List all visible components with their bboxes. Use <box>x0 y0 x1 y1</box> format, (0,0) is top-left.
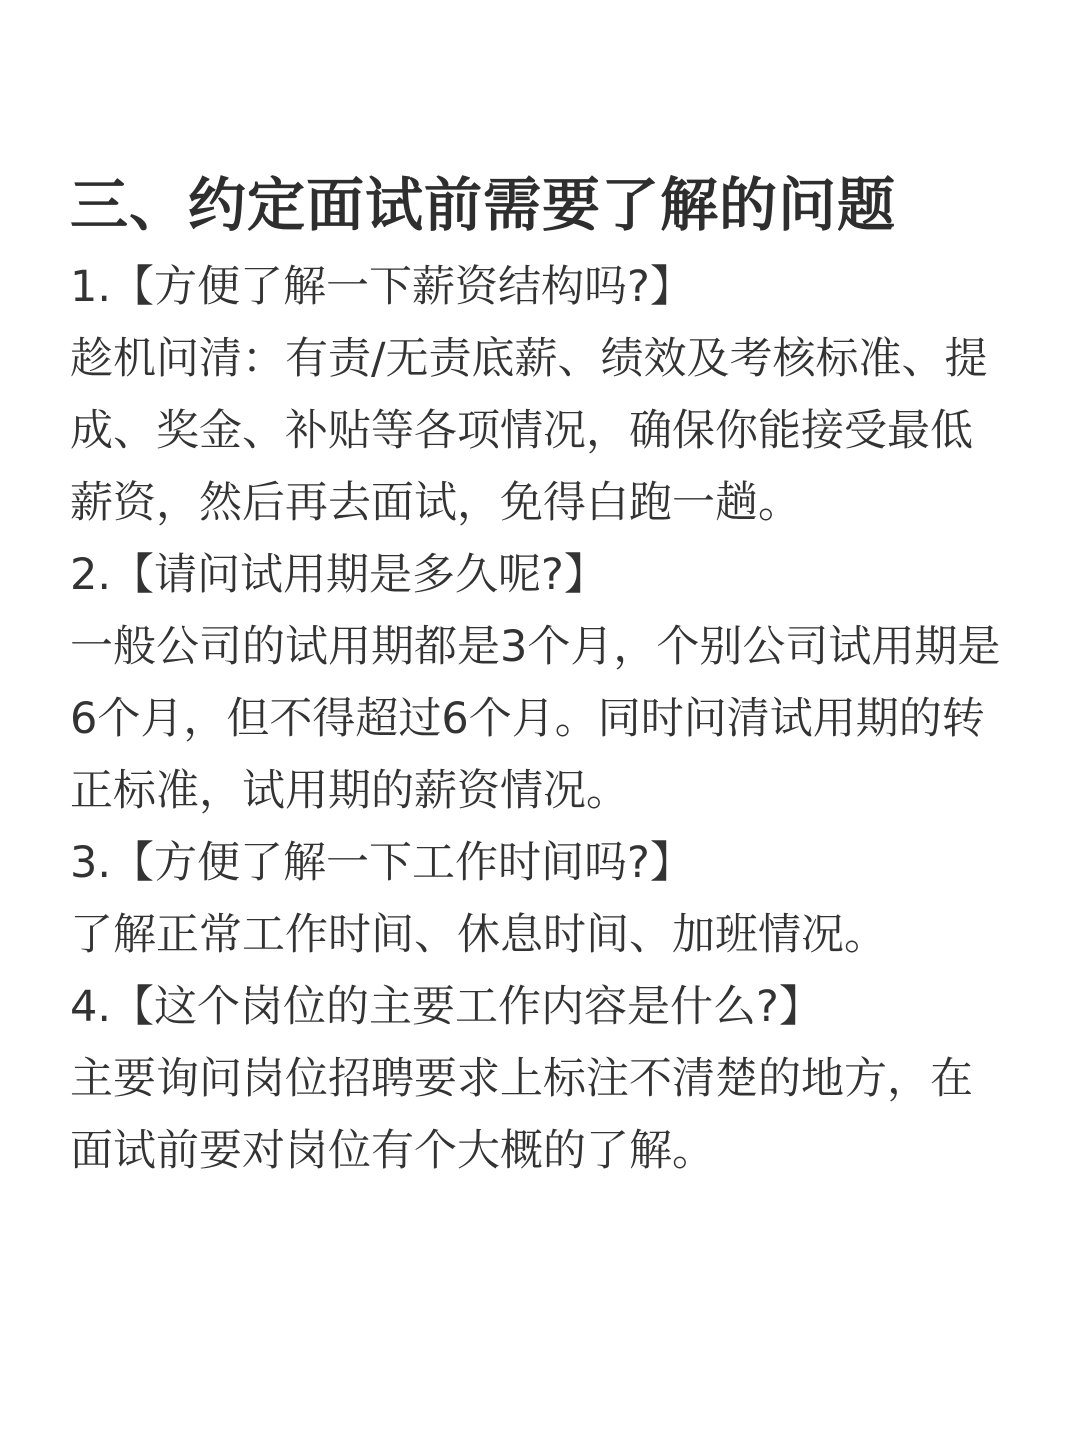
answer-2: 一般公司的试用期都是3个月，个别公司试用期是6个月，但不得超过6个月。同时问清试用期的转正标准，试用期的薪资情况。 <box>70 622 1001 816</box>
question-3: 3.【方便了解一下工作时间吗?】 <box>70 838 693 888</box>
page-title: 三、约定面试前需要了解的问题 <box>70 171 897 239</box>
qa-item-3 <box>70 827 1010 971</box>
qa-item-4 <box>70 971 1010 1187</box>
question-1: 1.【方便了解一下薪资结构吗?】 <box>70 262 693 312</box>
qa-item-1 <box>70 251 1010 539</box>
question-2: 2.【请问试用期是多久呢?】 <box>70 550 607 600</box>
question-4: 4.【这个岗位的主要工作内容是什么?】 <box>70 982 822 1032</box>
answer-4: 主要询问岗位招聘要求上标注不清楚的地方，在面试前要对岗位有个大概的了解。 <box>70 1054 973 1176</box>
answer-1: 趁机问清：有责/无责底薪、绩效及考核标准、提成、奖金、补贴等各项情况，确保你能接受最低薪资，然后再去面试，免得白跑一趟。 <box>70 334 988 528</box>
answer-3: 了解正常工作时间、休息时间、加班情况。 <box>70 910 887 960</box>
qa-item-2 <box>70 539 1010 827</box>
